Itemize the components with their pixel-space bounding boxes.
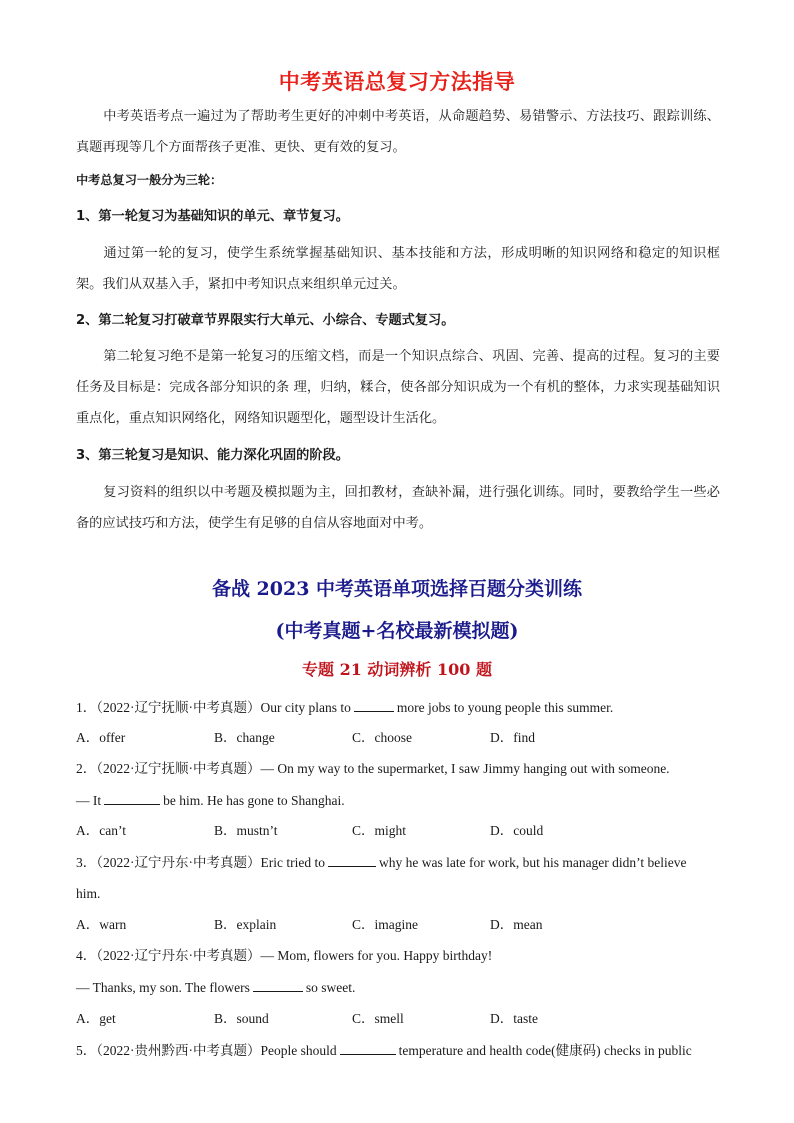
question-text: why he was late for work, but his manager didn’t believe <box>378 855 687 870</box>
option-c[interactable]: C．smell <box>352 1011 404 1026</box>
round1-heading: 1、第一轮复习为基础知识的单元、章节复习。 <box>76 209 349 224</box>
section-title: 备战 2023 中考英语单项选择百题分类训练 <box>211 578 583 600</box>
option-c[interactable]: C．imagine <box>352 917 418 932</box>
rounds-heading: 中考总复习一般分为三轮： <box>76 173 223 187</box>
option-b[interactable]: B．change <box>214 730 275 745</box>
question-source: （2022·辽宁抚顺·中考真题） <box>96 761 261 776</box>
question-1-options <box>76 728 736 748</box>
question-2-line-2 <box>76 790 736 811</box>
question-text: — Mom, flowers for you. Happy birthday! <box>260 948 493 963</box>
option-a[interactable]: A．offer <box>76 730 126 745</box>
question-3-line-2 <box>76 884 736 904</box>
option-d[interactable]: D．mean <box>490 917 543 932</box>
option-d[interactable]: D．find <box>490 730 535 745</box>
question-2 <box>76 759 736 779</box>
question-text: People should <box>260 1043 337 1058</box>
round1-paragraph <box>76 238 720 300</box>
question-source: （2022·贵州黔西·中考真题） <box>96 1043 261 1058</box>
question-2-options <box>76 821 736 841</box>
question-4-options <box>76 1009 736 1029</box>
question-4-line-2 <box>76 977 736 998</box>
option-b[interactable]: B．sound <box>214 1011 269 1026</box>
option-d[interactable]: D．taste <box>490 1011 538 1026</box>
topic-title: 专题 21 动词辨析 100 题 <box>302 660 492 679</box>
question-1 <box>76 697 736 718</box>
round2-paragraph <box>76 341 720 434</box>
question-number: 2． <box>76 761 97 776</box>
question-3-options <box>76 915 736 935</box>
answer-blank <box>354 697 394 712</box>
answer-blank <box>340 1040 396 1055</box>
option-c[interactable]: C．might <box>352 823 407 838</box>
answer-blank <box>104 790 160 805</box>
option-b[interactable]: B．mustn’t <box>214 823 278 838</box>
question-source: （2022·辽宁丹东·中考真题） <box>96 948 261 963</box>
question-text: — On my way to the supermarket, I saw Jimmy hanging out with someone. <box>260 761 670 776</box>
question-number: 1． <box>76 700 97 715</box>
intro-paragraph <box>76 101 720 163</box>
round3-text: 复习资料的组织以中考题及模拟题为主，回扣教材，查缺补漏，进行强化训练。同时，要教给学生一些必备的应试技巧和方法，使学生有足够的自信从容地面对中考。 <box>76 485 720 531</box>
option-a[interactable]: A．get <box>76 1011 116 1026</box>
option-d[interactable]: D．could <box>490 823 544 838</box>
question-source: （2022·辽宁抚顺·中考真题） <box>96 700 261 715</box>
round3-heading: 3、第三轮复习是知识、能力深化巩固的阶段。 <box>76 448 349 463</box>
question-text: temperature and health code(健康码) checks in public <box>398 1043 692 1058</box>
answer-blank <box>253 977 303 992</box>
question-text: more jobs to young people this summer. <box>396 700 614 715</box>
question-text: so sweet. <box>305 980 356 995</box>
round1-text: 通过第一轮的复习，使学生系统掌握基础知识、基本技能和方法，形成明晰的知识网络和稳定的知识框架。我们从双基入手，紧扣中考知识点来组织单元过关。 <box>76 246 720 292</box>
question-5 <box>76 1040 736 1061</box>
question-text: be him. He has gone to Shanghai. <box>163 793 345 808</box>
question-text: him. <box>76 886 101 901</box>
option-a[interactable]: A．warn <box>76 917 127 932</box>
intro-text: 中考英语考点一遍过为了帮助考生更好的冲刺中考英语，从命题趋势、易错警示、方法技巧、跟踪训练、真题再现等几个方面帮孩子更准、更快、更有效的复习。 <box>76 109 720 155</box>
option-c[interactable]: C．choose <box>352 730 412 745</box>
round2-text: 第二轮复习绝不是第一轮复习的压缩文档，而是一个知识点综合、巩固、完善、提高的过程。复习的主要任务及目标是：完成各部分知识的条 理，归纳，糅合，使各部分知识成为一个有机的整体，力求实现基础知识重点化，重点知识网络化，网络知识题型化，题型设计生活化。 <box>76 349 721 426</box>
question-text: Eric tried to <box>260 855 325 870</box>
option-b[interactable]: B．explain <box>214 917 277 932</box>
question-3 <box>76 852 736 873</box>
answer-blank <box>328 852 376 867</box>
round2-heading: 2、第二轮复习打破章节界限实行大单元、小综合、专题式复习。 <box>76 313 455 328</box>
question-number: 5． <box>76 1043 97 1058</box>
question-text: — It <box>76 793 102 808</box>
round3-paragraph <box>76 477 720 539</box>
question-text: — Thanks, my son. The flowers <box>76 980 250 995</box>
question-number: 3． <box>76 855 97 870</box>
option-a[interactable]: A．can’t <box>76 823 126 838</box>
question-text: Our city plans to <box>260 700 351 715</box>
section-subtitle: (中考真题+名校最新模拟题) <box>275 620 519 642</box>
guide-title: 中考英语总复习方法指导 <box>278 70 516 94</box>
question-source: （2022·辽宁丹东·中考真题） <box>96 855 261 870</box>
question-4 <box>76 946 736 966</box>
question-number: 4． <box>76 948 97 963</box>
